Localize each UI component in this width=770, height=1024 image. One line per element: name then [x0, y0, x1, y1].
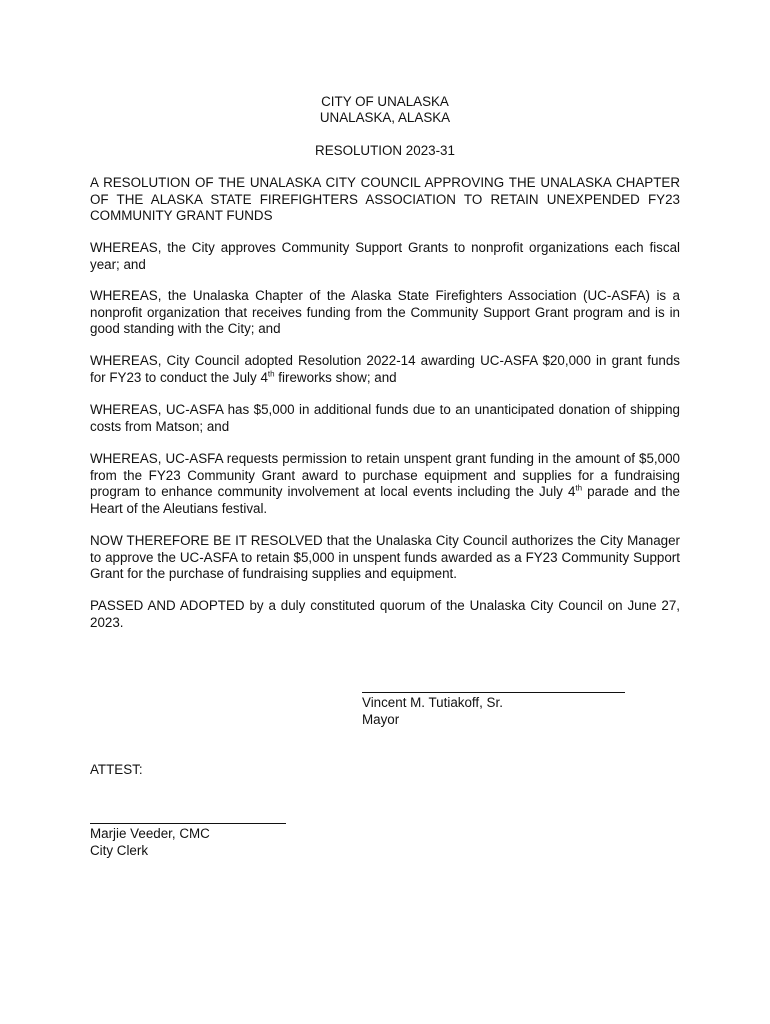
resolution-number: RESOLUTION 2023-31: [315, 143, 455, 158]
mayor-signature-block: [362, 695, 503, 728]
clerk-title: City Clerk: [90, 842, 149, 858]
passed-paragraph: PASSED AND ADOPTED by a duly constituted quorum of the Unalaska City Council on June 27, 2023.: [90, 598, 680, 630]
whereas-3-text: WHEREAS, City Council adopted Resolution 2022-14 awarding UC-ASFA $20,000 in grant funds for FY23 to conduct the July 4: [90, 353, 680, 385]
location-heading: UNALASKA, ALASKA: [319, 110, 451, 125]
whereas-5-text: WHEREAS, UC-ASFA requests permission to retain unspent grant funding in the amount of $5,000 from the FY23 Community Grant award to purchase equipment and supplies for a fundraising program to enhance community involvement at local events including the July 4: [90, 451, 680, 500]
clerk-name: Marjie Veeder, CMC: [90, 826, 210, 841]
mayor-title: Mayor: [362, 711, 400, 727]
city-heading: CITY OF UNALASKA: [321, 94, 449, 109]
whereas-3-text-end: fireworks show; and: [274, 369, 397, 385]
resolved-paragraph: NOW THEREFORE BE IT RESOLVED that the Unalaska City Council authorizes the City Manager to approve the UC-ASFA to retain $5,000 in unspent funds awarded as a FY23 Community Support Grant for the purchase of fundraising supplies and equipment.: [90, 533, 680, 582]
mayor-name: Vincent M. Tutiakoff, Sr.: [362, 695, 503, 710]
attest-label: ATTEST:: [90, 762, 143, 777]
clerk-signature-line: [90, 823, 286, 824]
whereas-paragraph-3: [90, 353, 680, 386]
whereas-paragraph-1: WHEREAS, the City approves Community Support Grants to nonprofit organizations each fiscal year; and: [90, 240, 680, 272]
mayor-signature-line: [362, 692, 625, 693]
ordinal-suffix: th: [267, 369, 275, 379]
whereas-paragraph-2: WHEREAS, the Unalaska Chapter of the Alaska State Firefighters Association (UC-ASFA) is a nonprofit organization that receives funding from the Community Support Grant program and is in good standing with the City; and: [90, 288, 680, 337]
resolution-title: A RESOLUTION OF THE UNALASKA CITY COUNCIL APPROVING THE UNALASKA CHAPTER OF THE ALASKA STATE FIREFIGHTERS ASSOCIATION TO RETAIN UNEXPENDED FY23 COMMUNITY GRANT FUNDS: [90, 175, 680, 224]
whereas-5-text-end: parade and the Heart of the Aleutians festival.: [90, 484, 680, 516]
ordinal-suffix: th: [575, 483, 583, 493]
clerk-signature-block: [90, 826, 210, 859]
whereas-paragraph-5: [90, 451, 680, 517]
whereas-paragraph-4: WHEREAS, UC-ASFA has $5,000 in additional funds due to an unanticipated donation of shipping costs from Matson; and: [90, 402, 680, 434]
